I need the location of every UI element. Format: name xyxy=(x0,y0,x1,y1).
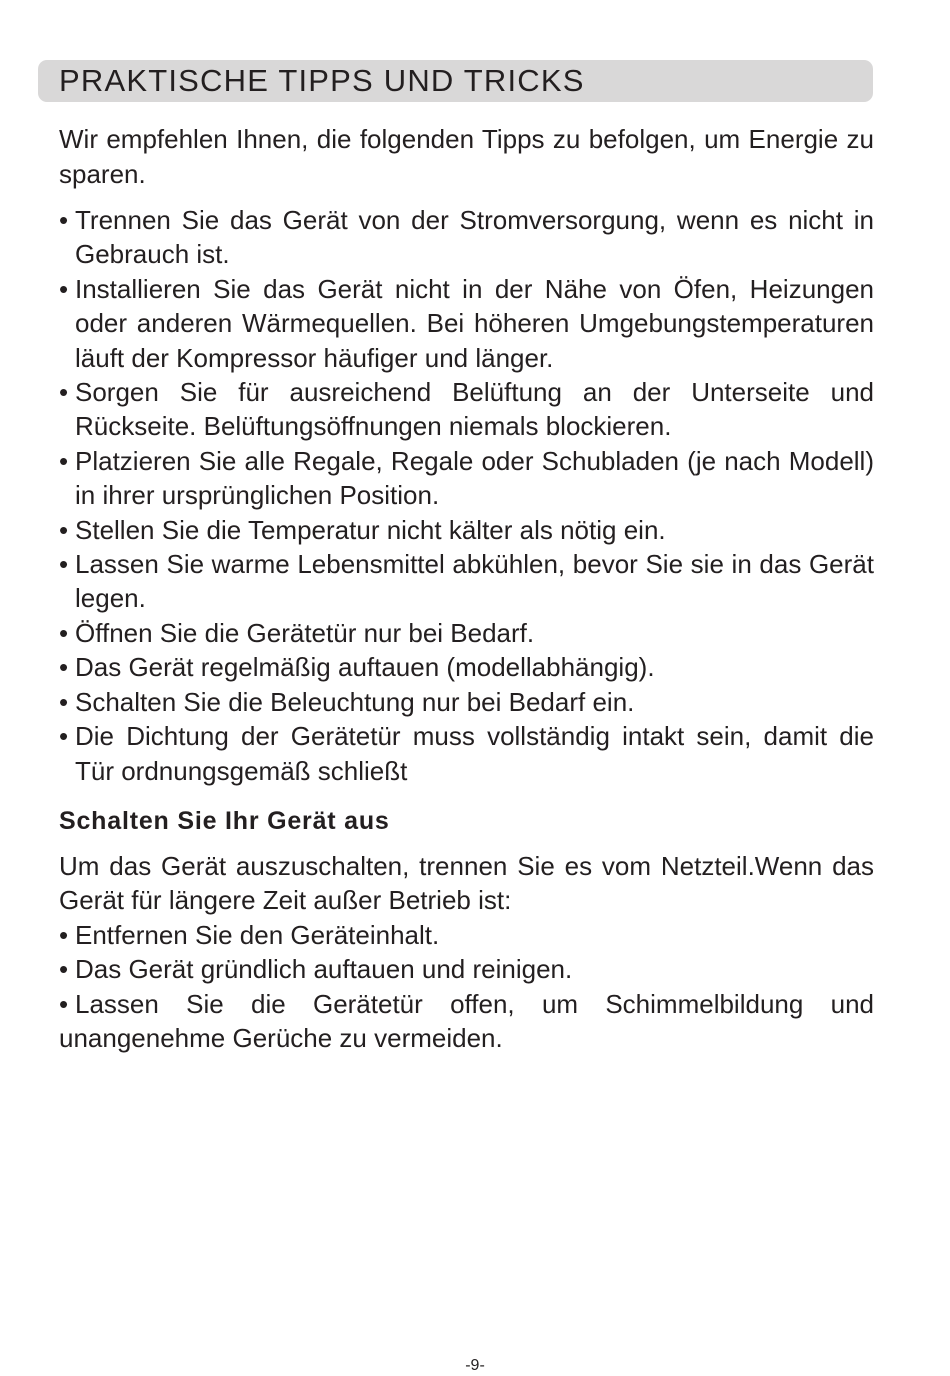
shutdown-intro-paragraph: Um das Gerät auszuschalten, trennen Sie es vom Netzteil.Wenn das Gerät für längere Zeit außer Betrieb ist: xyxy=(59,850,874,916)
list-item xyxy=(59,918,874,952)
list-item xyxy=(59,987,874,1056)
list-item: • Installieren Sie das Gerät nicht in der Nähe von Öfen, Heizungen oder anderen Wärmequellen. Bei höheren Umgebungstemperaturen läuft der Kompressor häufiger und länger. xyxy=(59,272,874,375)
bullet-icon: • xyxy=(59,919,69,950)
list-item xyxy=(59,952,874,986)
content-area xyxy=(59,122,874,1056)
energy-tips-list xyxy=(59,203,874,788)
list-item-text: Das Gerät gründlich auftauen und reinigen. xyxy=(75,954,573,985)
list-item: • Die Dichtung der Gerätetür muss vollständig intakt sein, damit die Tür ordnungsgemäß schließt xyxy=(59,719,874,788)
list-item-text: Lassen Sie die Gerätetür offen, um Schimmelbildung und unangenehme Gerüche zu vermeiden. xyxy=(59,988,874,1054)
page-number: -9- xyxy=(465,1357,485,1374)
shutdown-steps-list xyxy=(59,918,874,1056)
list-item: • Öffnen Sie die Gerätetür nur bei Bedarf. xyxy=(59,616,874,650)
shutdown-heading: Schalten Sie Ihr Gerät aus xyxy=(59,806,390,835)
list-item: • Lassen Sie warme Lebensmittel abkühlen, bevor Sie sie in das Gerät legen. xyxy=(59,547,874,616)
list-item-text: Entfernen Sie den Geräteinhalt. xyxy=(75,919,440,950)
list-item: • Sorgen Sie für ausreichend Belüftung an der Unterseite und Rückseite. Belüftungsöffnungen niemals blockieren. xyxy=(59,375,874,444)
list-item: • Platzieren Sie alle Regale, Regale oder Schubladen (je nach Modell) in ihrer ursprünglichen Position. xyxy=(59,444,874,513)
list-item: • Das Gerät regelmäßig auftauen (modellabhängig). xyxy=(59,650,874,684)
section-header-bar xyxy=(38,60,873,102)
section-title: PRAKTISCHE TIPPS UND TRICKS xyxy=(59,63,585,98)
list-item: • Stellen Sie die Temperatur nicht kälter als nötig ein. xyxy=(59,513,874,547)
bullet-icon: • xyxy=(59,954,69,985)
list-item: • Trennen Sie das Gerät von der Stromversorgung, wenn es nicht in Gebrauch ist. xyxy=(59,203,874,272)
bullet-icon: • xyxy=(59,988,69,1019)
list-item: • Schalten Sie die Beleuchtung nur bei Bedarf ein. xyxy=(59,685,874,719)
intro-paragraph: Wir empfehlen Ihnen, die folgenden Tipps zu befolgen, um Energie zu sparen. xyxy=(59,124,874,189)
